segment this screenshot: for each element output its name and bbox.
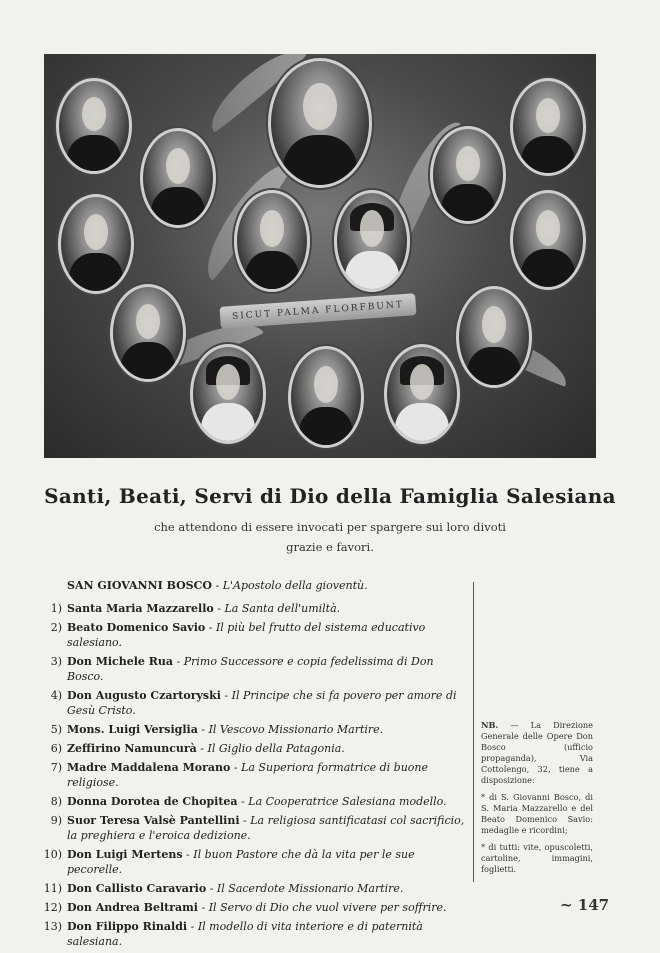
entry-name: Don Callisto Caravario: [67, 882, 207, 895]
entry-dash: -: [197, 901, 209, 914]
entry-name: Don Luigi Mertens: [67, 848, 183, 861]
entry-number: 11): [43, 882, 62, 895]
portrait-oval-center: [268, 58, 372, 188]
entry-dash: -: [196, 742, 208, 755]
portrait-oval: [510, 78, 586, 176]
entry-number: 10): [43, 848, 62, 861]
entry-name: Don Andrea Beltrami: [67, 901, 198, 914]
entry-dash: -: [197, 723, 209, 736]
entry-name: SAN GIOVANNI BOSCO: [67, 579, 212, 592]
entry-name: Donna Dorotea de Chopitea: [67, 795, 238, 808]
entry-number: 4): [50, 689, 62, 702]
group-portrait-photo: [44, 54, 596, 458]
entry-number: 3): [50, 655, 62, 668]
entry-dash: -: [173, 655, 184, 668]
list-entry: [40, 688, 470, 718]
entry-dash: -: [237, 795, 249, 808]
portrait-oval-nun: [190, 344, 266, 444]
entry-number: 12): [43, 901, 62, 914]
entry-description: Il modello di vita interiore e di paternità salesiana.: [67, 920, 423, 948]
portrait-oval-nun: [384, 344, 460, 444]
list-entry: [40, 722, 470, 737]
entry-name: Suor Teresa Valsè Pantellini: [67, 814, 240, 827]
portrait-oval: [140, 128, 216, 228]
page-title: Santi, Beati, Servi di Dio della Famiglia Salesiana: [44, 484, 616, 508]
entry-dash: -: [187, 920, 198, 933]
entry-description: Il Giglio della Patagonia.: [207, 742, 345, 755]
note-item: * di tutti: vite, opuscoletti, cartoline, immagini, foglietti.: [481, 842, 593, 874]
list-entry: [40, 601, 470, 616]
entry-description: Il Sacerdote Missionario Martire.: [216, 882, 404, 895]
entry-description: La Superiora formatrice di buone religiose.: [67, 761, 429, 789]
entry-dash: -: [205, 621, 216, 634]
sidebar-note: [481, 720, 593, 881]
subtitle-line: grazie e favori.: [286, 540, 374, 554]
portrait-oval: [288, 346, 364, 448]
portrait-oval: [430, 126, 506, 224]
list-entry: [40, 847, 470, 877]
note-text: — La Direzione Generale delle Opere Don Bosco (ufficio propaganda), Via Cottolengo, 32, tiene a disposizione:: [481, 720, 593, 785]
entry-number: 9): [50, 814, 62, 827]
portrait-oval: [510, 190, 586, 290]
list-entry: [40, 654, 470, 684]
page-number: ~ 147: [560, 896, 610, 914]
list-entry: [40, 760, 470, 790]
list-entry: [40, 794, 470, 809]
entry-name: Don Michele Rua: [67, 655, 174, 668]
entry-dash: -: [239, 814, 251, 827]
list-entry: [40, 741, 470, 756]
entry-description: Il Servo di Dio che vuol vivere per soffrire.: [208, 901, 447, 914]
entry-name: Don Filippo Rinaldi: [67, 920, 188, 933]
entry-description: Il Vescovo Missionario Martire.: [208, 723, 384, 736]
entry-number: 2): [50, 621, 62, 634]
entry-description: La religiosa santificatasi col sacrificio, la preghiera e l'eroica dedizione.: [67, 814, 465, 842]
portrait-oval: [456, 286, 532, 388]
entry-number: 1): [50, 602, 62, 615]
list-entry: [40, 919, 470, 949]
subtitle-line: che attendono di essere invocati per spargere sui loro divoti: [154, 520, 506, 534]
entry-dash: -: [230, 761, 242, 774]
entry-number: 13): [43, 920, 62, 933]
column-divider: [473, 582, 474, 882]
note-item: * di S. Giovanni Bosco, di S. Maria Mazzarello e del Beato Domenico Savio: medaglie e ricordini;: [481, 792, 593, 835]
entry-name: Santa Maria Mazzarello: [67, 602, 214, 615]
list-entry: [40, 813, 470, 843]
entry-description: Primo Successore e copia fedelissima di Don Bosco.: [67, 655, 434, 683]
list-entry: [40, 578, 470, 593]
entry-description: La Santa dell'umiltà.: [224, 602, 341, 615]
entry-description: L'Apostolo della gioventù.: [222, 579, 368, 592]
entry-name: Don Augusto Czartoryski: [67, 689, 221, 702]
entry-number: 7): [50, 761, 62, 774]
entry-name: Beato Domenico Savio: [67, 621, 206, 634]
entry-description: Il buon Pastore che dà la vita per le sue pecorelle.: [67, 848, 415, 876]
list-entry: [40, 881, 470, 896]
page-subtitle: [120, 517, 540, 557]
entry-dash: -: [213, 602, 225, 615]
list-entry: [40, 620, 470, 650]
entry-description: Il più bel frutto del sistema educativo salesiano.: [67, 621, 426, 649]
entry-description: La Cooperatrice Salesiana modello.: [248, 795, 447, 808]
portrait-oval: [56, 78, 132, 174]
entry-name: Mons. Luigi Versiglia: [67, 723, 198, 736]
list-entry: [40, 900, 470, 915]
entry-name: Madre Maddalena Morano: [67, 761, 231, 774]
entry-dash: -: [206, 882, 217, 895]
entry-dash: -: [211, 579, 223, 592]
portrait-oval-nun: [334, 190, 410, 292]
motto-banner: SICUT PALMA FLORFBUNT: [219, 293, 416, 329]
entry-number: 5): [50, 723, 62, 736]
servants-list: [40, 578, 470, 953]
entry-description: Il Principe che si fa povero per amore di Gesù Cristo.: [67, 689, 457, 717]
portrait-oval: [234, 190, 310, 292]
portrait-oval: [110, 284, 186, 382]
entry-dash: -: [220, 689, 232, 702]
note-nb: NB.: [481, 720, 499, 730]
entry-dash: -: [182, 848, 194, 861]
portrait-oval: [58, 194, 134, 294]
entry-name: Zeffirino Namuncurà: [67, 742, 197, 755]
entry-number: 6): [50, 742, 62, 755]
entry-number: 8): [50, 795, 62, 808]
